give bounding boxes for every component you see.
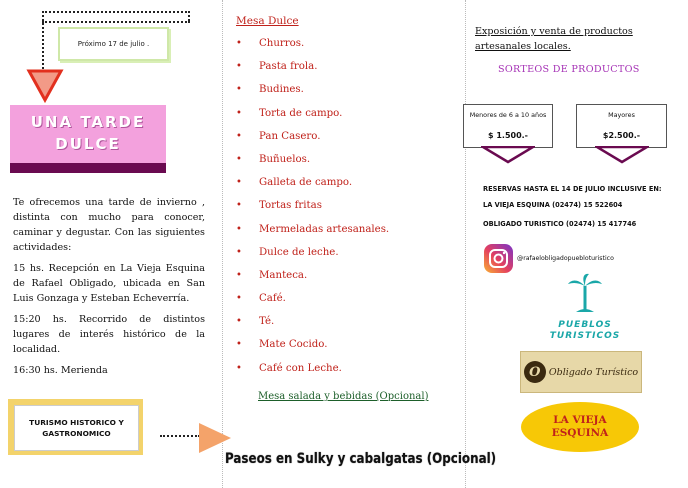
instagram-icon — [483, 243, 514, 274]
palm-figure-icon — [565, 272, 605, 316]
obligado-logo-text: Obligado Turístico — [548, 366, 639, 378]
pueblos-line-2: TURISTICOS — [549, 331, 621, 341]
intro-text-block — [13, 195, 205, 384]
vieja-line-1: LA VIEJA — [553, 414, 607, 426]
list-item: • Café. — [236, 293, 286, 305]
pueblos-line-1: PUEBLOS — [558, 320, 612, 330]
list-item: • Mermeladas artesanales. — [236, 223, 390, 235]
list-item: • Buñuelos. — [236, 153, 311, 165]
tourism-stamp — [14, 405, 139, 451]
title-underbar — [10, 163, 166, 173]
instagram-handle: @rafaelobligadopuebloturistico — [517, 255, 614, 262]
list-item: • Budines. — [236, 84, 304, 96]
list-item: • Pan Casero. — [236, 130, 321, 142]
stamp-line-1: TURISMO HISTORICO Y — [29, 418, 124, 427]
down-arrow-icon — [595, 146, 649, 164]
sweet-menu-list — [236, 38, 389, 386]
list-item: • Café con Leche. — [236, 362, 342, 374]
pueblos-turisticos-logo — [540, 272, 630, 342]
title-line-1: UNA TARDE — [30, 113, 146, 131]
exhibition-text: Exposición y venta de productos artesanales locales. — [475, 26, 633, 52]
price-label: Menores de 6 a 10 años — [469, 111, 547, 119]
list-item: • Churros. — [236, 38, 305, 49]
price-label: Mayores — [608, 111, 635, 119]
dotted-line — [42, 11, 187, 13]
list-item: • Torta de campo. — [236, 107, 343, 119]
list-item: • Dulce de leche. — [236, 246, 339, 258]
list-item: • Manteca. — [236, 269, 308, 281]
title-banner — [10, 105, 166, 163]
list-item: • Tortas fritas — [236, 200, 322, 212]
obligado-turistico-logo — [520, 351, 642, 393]
stamp-line-2: GASTRONOMICO — [42, 429, 111, 438]
dotted-line — [188, 11, 190, 21]
list-item: • Mate Cocido. — [236, 339, 328, 351]
panel-divider — [465, 0, 466, 488]
dotted-line — [160, 435, 200, 437]
panel-divider — [222, 0, 223, 488]
contact-line: LA VIEJA ESQUINA (02474) 15 522604 — [483, 201, 623, 209]
list-item: • Pasta frola. — [236, 61, 318, 73]
list-item: • Galleta de campo. — [236, 177, 353, 189]
triangle-arrow-icon — [26, 68, 64, 104]
reservations-block — [483, 185, 673, 229]
obligado-emblem-icon: O — [524, 361, 546, 383]
orange-arrow-icon — [197, 421, 233, 455]
reservations-heading: RESERVAS HASTA EL 14 DE JULIO INCLUSIVE EN: — [483, 185, 662, 193]
price-amount: $ 1.500.- — [487, 131, 528, 140]
vieja-line-2: ESQUINA — [551, 427, 609, 439]
price-card-adults — [576, 104, 667, 148]
title-line-2: DULCE — [55, 135, 121, 153]
schedule-item: 15 hs. Recepción en La Vieja Esquina de Rafael Obligado, ubicada en San Luis Gonzaga y Esteban Echeverría. — [13, 263, 205, 304]
la-vieja-esquina-logo — [521, 402, 639, 452]
price-amount: $2.500.- — [602, 131, 641, 140]
rides-banner: Paseos en Sulky y cabalgatas (Opcional) — [225, 451, 497, 467]
date-note-text: Próximo 17 de julio . — [77, 40, 150, 48]
date-note — [58, 27, 169, 61]
contact-line: OBLIGADO TURISTICO (02474) 15 417746 — [483, 220, 637, 228]
optional-savory-table: Mesa salada y bebidas (Opcional) — [258, 391, 429, 402]
list-item: • Té. — [236, 316, 275, 328]
raffles-heading: SORTEOS DE PRODUCTOS — [498, 64, 640, 75]
schedule-item: 16:30 hs. Merienda — [13, 365, 108, 376]
price-card-children — [463, 104, 553, 148]
dotted-line — [42, 21, 190, 23]
dotted-line — [42, 11, 44, 69]
schedule-item: 15:20 hs. Recorrido de distintos lugares de interés histórico de la localidad. — [13, 314, 205, 355]
down-arrow-icon — [481, 146, 535, 164]
menu-title: Mesa Dulce — [236, 15, 299, 27]
intro-paragraph: Te ofrecemos una tarde de invierno , distinta con mucho para conocer, caminar y degustar. Con las siguientes actividades: — [13, 197, 205, 253]
